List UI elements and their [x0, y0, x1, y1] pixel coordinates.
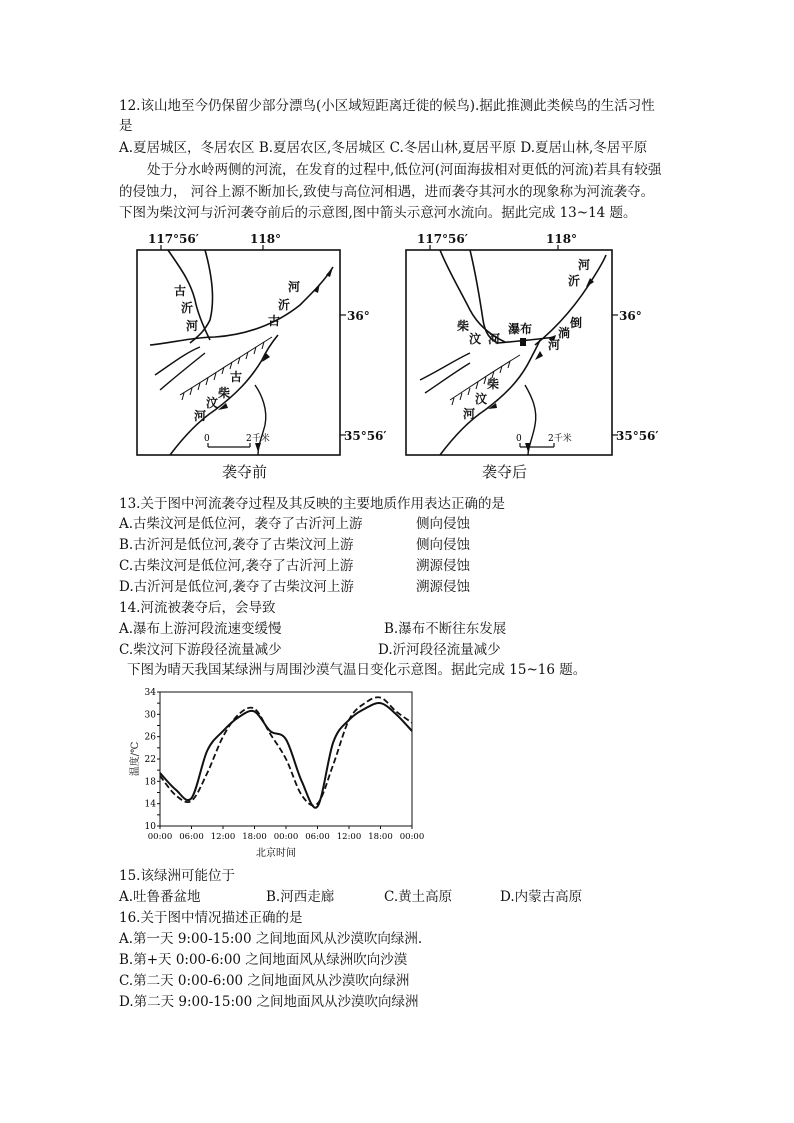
q13-option-c: C.古柴汶河是低位河,袭夺了古沂河上游	[119, 558, 354, 574]
q13-option-a: A.古柴汶河是低位河，袭夺了古沂河上游	[119, 516, 363, 532]
map-after-label-chai2: 柴	[487, 377, 500, 391]
q13-option-a-effect: 侧向侵蚀	[416, 516, 470, 532]
q15-option-b: B.河西走廊	[266, 889, 335, 905]
map-before-label-gu2: 古	[268, 314, 281, 328]
map-after-label-tang: 淌	[558, 326, 571, 340]
intro-13-14-line3: 下图为柴汶河与沂河袭夺前后的示意图,图中箭头示意河水流向。据此完成 13~14 题。	[119, 205, 637, 221]
map-after-label-yi-top: 沂	[568, 274, 581, 288]
q15-option-a: A.吐鲁番盆地	[119, 889, 201, 905]
chart-xtick-label: 00:00	[273, 832, 299, 842]
map-before-scale-two: 2千米	[246, 434, 270, 444]
q16-option-d: D.第二天 9:00-15:00 之间地面风从沙漠吹向绿洲	[119, 994, 419, 1010]
map-after-lon-left: 117°56′	[417, 232, 468, 246]
map-after-caption: 袭夺后	[482, 463, 528, 481]
map-before-lon-left: 117°56′	[148, 232, 199, 246]
chart-ytick-label: 14	[144, 799, 156, 810]
chart-xtick-label: 06:00	[179, 832, 204, 842]
map-after	[406, 232, 618, 481]
chart-ytick-label: 30	[144, 710, 156, 721]
chart-ytick-label: 34	[144, 688, 156, 698]
map-before-caption: 袭夺前	[222, 463, 268, 481]
chart-xtick-label: 18:00	[368, 832, 393, 842]
map-after-label-he2: 河	[548, 338, 561, 352]
q13-option-b: B.古沂河是低位河,袭夺了古柴汶河上游	[119, 537, 354, 553]
map-before-label-he3: 河	[194, 409, 207, 423]
chart-xtick-label: 06:00	[305, 832, 330, 842]
map-lat-bottom-before: 35°56′	[344, 429, 387, 443]
q15-option-c: C.黄土高原	[384, 889, 453, 905]
chart-ytick-label: 26	[144, 732, 156, 743]
chart-ytick-label: 18	[144, 777, 156, 788]
map-lat-bottom-after: 35°56′	[616, 429, 659, 443]
map-after-scale-zero: 0	[516, 434, 522, 444]
chart-xtick-label: 00:00	[147, 832, 173, 842]
map-after-label-pubu: 瀑布	[508, 322, 533, 336]
map-after-scale-two: 2千米	[548, 434, 572, 444]
q16-option-a: A.第一天 9:00-15:00 之间地面风从沙漠吹向绿洲.	[119, 931, 423, 947]
map-after-lon-right: 118°	[546, 232, 578, 246]
q15-option-d: D.内蒙古高原	[500, 889, 583, 905]
q16-stem: 16.关于图中情况描述正确的是	[119, 910, 303, 926]
q15-stem: 15.该绿洲可能位于	[119, 868, 235, 884]
map-lat-top-after: 36°	[619, 309, 642, 323]
map-lat-top-before: 36°	[347, 309, 370, 323]
intro-15-16: 下图为晴天我国某绿洲与周围沙漠气温日变化示意图。据此完成 15~16 题。	[127, 662, 587, 678]
chart-series-line-dashed	[160, 697, 412, 805]
map-before-label-he1: 河	[186, 319, 199, 333]
q16-option-c: C.第二天 0:00-6:00 之间地面风从沙漠吹向绿洲	[119, 973, 410, 989]
chart-xtick-label: 00:00	[399, 832, 425, 842]
chart-xlabel: 北京时间	[256, 848, 296, 859]
map-after-label-chai1: 柴	[457, 319, 470, 333]
map-before-label-gu3: 古	[230, 370, 243, 384]
chart-xtick-label: 12:00	[336, 832, 362, 842]
intro-13-14-line2: 的侵蚀力， 河谷上源不断加长,致使与高位河相遇，进而袭夺其河水的现象称为河流袭夺。	[119, 184, 655, 200]
temperature-chart	[128, 684, 428, 860]
q14-option-d: D.沂河段径流量减少	[378, 642, 501, 658]
q16-option-b: B.第+天 0:00-6:00 之间地面风从绿洲吹向沙漠	[119, 952, 408, 968]
map-after-label-he-top: 河	[578, 258, 591, 272]
map-before-label-yi2: 沂	[278, 298, 291, 312]
q12-options: A.夏居城区，冬居农区 B.夏居农区,冬居城区 C.冬居山林,夏居平原 D.夏居山林,冬居平原	[119, 140, 648, 156]
map-before-label-yi1: 沂	[181, 301, 194, 315]
q14-option-c: C.柴汶河下游段径流量减少	[119, 642, 282, 658]
map-before-label-wen: 汶	[206, 396, 219, 410]
q14-stem: 14.河流被袭夺后，会导致	[119, 600, 276, 616]
map-before-label-gu1: 古	[174, 284, 187, 298]
q12-stem-line1: 12.该山地至今仍保留少部分漂鸟(小区域短距离迁徙的候鸟).据此推测此类候鸟的生活习性	[119, 98, 655, 114]
map-before-label-chai: 柴	[218, 386, 231, 400]
map-after-label-wen1: 汶	[469, 332, 482, 346]
q13-option-d: D.古沂河是低位河,袭夺了古柴汶河上游	[119, 579, 354, 595]
map-before-lon-right: 118°	[250, 232, 282, 246]
q13-option-c-effect: 溯源侵蚀	[416, 558, 470, 574]
map-before-scale-zero: 0	[204, 434, 210, 444]
chart-ylabel: 温度/℃	[130, 741, 141, 777]
river-capture-maps	[0, 225, 794, 487]
q13-stem: 13.关于图中河流袭夺过程及其反映的主要地质作用表达正确的是	[119, 496, 505, 512]
q13-option-d-effect: 溯源侵蚀	[416, 579, 470, 595]
map-after-label-wen2: 汶	[475, 392, 488, 406]
map-after-label-he1: 河	[488, 332, 501, 346]
chart-xtick-label: 12:00	[210, 832, 236, 842]
q13-option-b-effect: 侧向侵蚀	[416, 537, 470, 553]
chart-xtick-label: 18:00	[242, 832, 267, 842]
intro-13-14-line1: 处于分水岭两侧的河流，在发育的过程中,低位河(河面海拔相对更低的河流)若具有较强	[147, 162, 662, 178]
q14-option-a: A.瀑布上游河段流速变缓慢	[119, 621, 282, 637]
q12-stem-line2: 是	[119, 118, 133, 134]
q14-option-b: B.瀑布不断往东发展	[384, 621, 507, 637]
map-before-label-he2: 河	[288, 280, 301, 294]
map-after-label-he3: 河	[463, 407, 476, 421]
chart-ytick-label: 10	[144, 822, 156, 832]
map-after-label-dao: 倒	[570, 316, 583, 330]
chart-ytick-label: 22	[144, 755, 156, 765]
map-before	[137, 232, 346, 481]
